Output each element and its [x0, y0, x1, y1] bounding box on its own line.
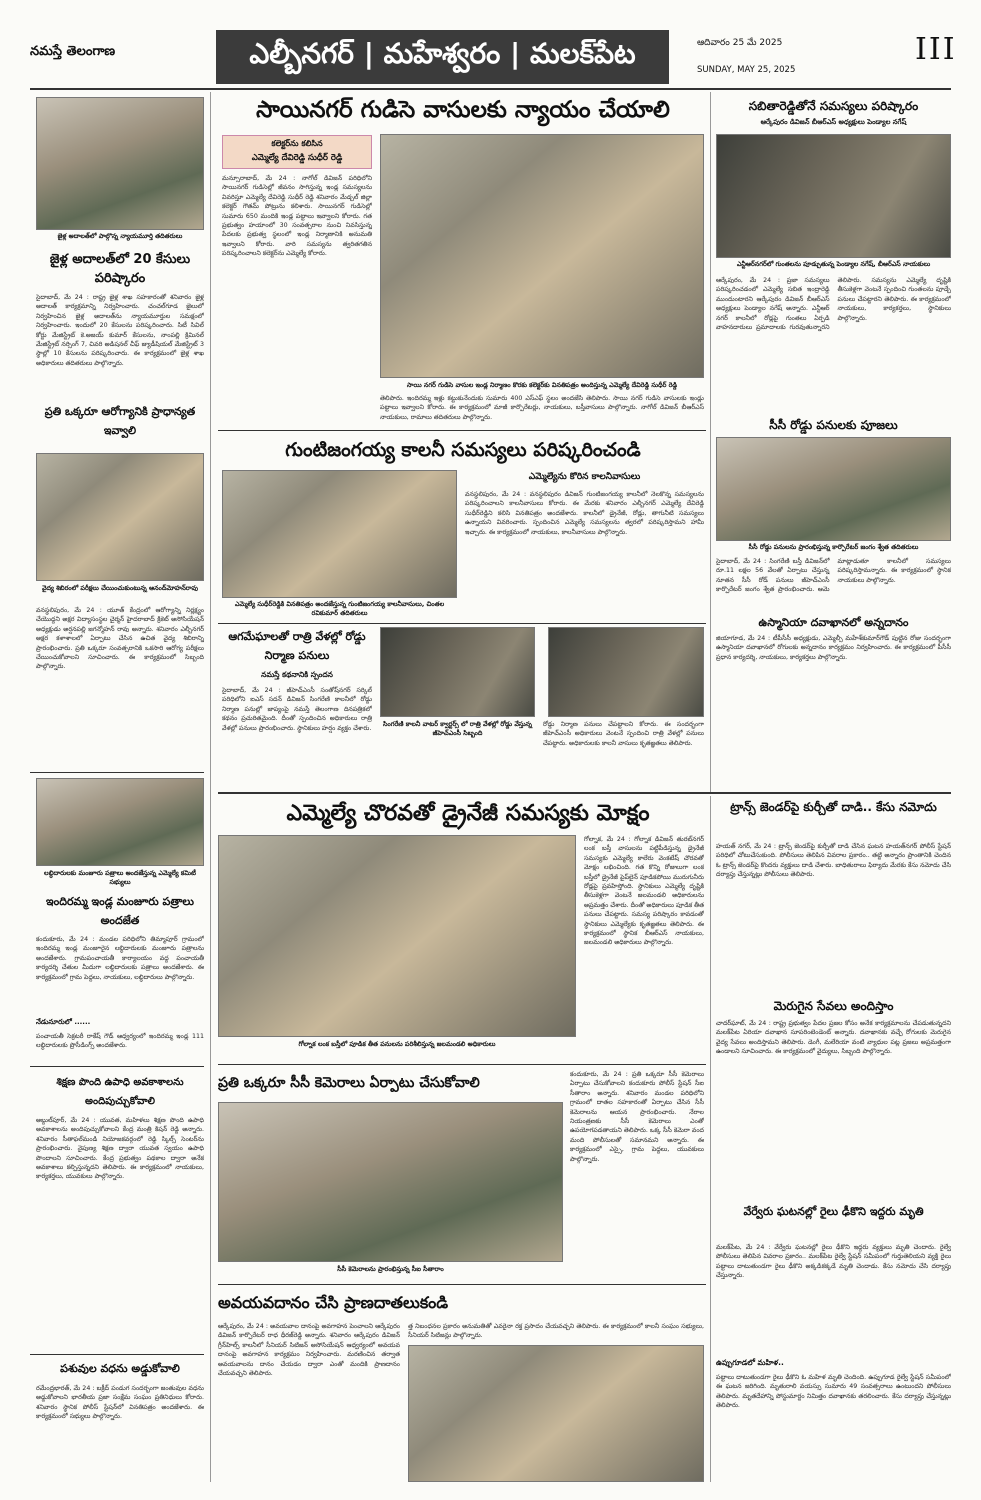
- services-headline: మెరుగైన సేవలు అందిస్తాం: [773, 999, 894, 1013]
- mid-divider-1: [218, 430, 706, 431]
- edition-banner: [216, 30, 669, 84]
- mid-divider-2: [218, 623, 706, 624]
- road-night-photo-2: [548, 627, 704, 717]
- drainage-body: గోల్నాక, మే 24 : గోల్నాక డివిజన్ తురబ్‌నగర్ లంక బస్తీ వాసులను పట్టిపీడిస్తున్న డ్రైనేజీ సమస్యకు ఎమ్మెల్యే కాలేరు వెంకటేష్ చొరవతో మోక్షం లభించింది. గత కొన్ని రోజులుగా లంక బస్తీలో డ్రైనేజీ పైప్‌లైన్ పూడికపోయి మురుగునీరు రోడ్లపై ప్రవహిస్తోంది. స్థానికులు ఎమ్మెల్యే దృష్టికి తీసుకెళ్లగా వెంటనే జలమండలి అధికారులను అప్రమత్తం చేశారు. దీంతో అధికారులు పూడిక తీత పనులు చేపట్టారు. సమస్య పరిష్కారం కావడంతో స్థానికులు ఎమ్మెల్యేకు కృతజ్ఞతలు తెలిపారు. ఈ కార్యక్రమంలో స్థానిక బీఆర్ఎస్ నాయకులు, జలమండలి అధికారులు పాల్గొన్నారు.: [584, 836, 704, 947]
- osmania-body: జియాగూడ, మే 24 : టీపీసీసీ అధ్యక్షుడు, ఎమ్మెల్సీ మహేశ్‌కుమార్‌గౌడ్ పుట్టిన రోజు సందర్భంగా ఉస్మానియా దవాఖానలో రోగులకు అన్నదానం కార్యక్రమం నిర్వహించారు. ఈ కార్యక్రమంలో పీసీసీ ప్రధాన కార్యదర్శి, నాయకులు, కార్యకర్తలు పాల్గొన్నారు.: [716, 635, 951, 661]
- column-divider-left: [210, 92, 211, 1482]
- road-night-caption: సింగరేణి కాలనీ వాటర్ క్వార్టర్స్ లో రాత్రి వేళల్లో రోడ్డు వేస్తున్న జీహెచ్ఎంసీ సిబ్బంది: [383, 720, 532, 737]
- organ-body-right: త్త నిబంధనల ప్రకారం అనుమతితో ఎవరైనా రక్త ప్రసాదం చేయవచ్చని తెలిపారు. ఈ కార్యక్రమంలో కాలనీ సంఘం సభ్యులు, సీనియర్ సిటిజన్లు పాల్గొన్నారు.: [408, 1323, 704, 1340]
- left-divider-1: [30, 772, 204, 773]
- health-camp-photo: [36, 453, 204, 581]
- train-body: మలక్‌పేట, మే 24 : వేర్వేరు ఘటనల్లో రైలు ఢీకొని ఇద్దరు వ్యక్తులు మృతి చెందారు. రైల్వే పోలీసులు తెలిపిన వివరాల ప్రకారం.. మలక్‌పేట రైల్వే స్టేషన్ సమీపంలో గుర్తుతెలియని వ్యక్తి రైలు పట్టాలు దాటుతుండగా రైలు ఢీకొని అక్కడికక్కడే మృతి చెందాడు. కేసు నమోదు చేసి దర్యాప్తు చేస్తున్నారు.: [716, 1244, 951, 1280]
- skills-body: అబ్దుల్‌పూర్, మే 24 : యువత, మహిళలు శిక్షణ పొంది ఉపాధి అవకాశాలను అందిపుచ్చుకోవాలని కేంద్ర మంత్రి కిషన్ రెడ్డి అన్నారు. శనివారం సీతాఫల్‌మండి నియోజకవర్గంలో రెడ్డి స్కిల్స్ సెంటర్‌ను ప్రారంభించారు. నైపుణ్య శిక్షణ ద్వారా యువత స్వయం ఉపాధి పొందాలని సూచించారు. కేంద్ర ప్రభుత్వం పథకాల ద్వారా అనేక అవకాశాలు కల్పిస్తున్నదని తెలిపారు. ఈ కార్యక్రమంలో నాయకులు, కార్యకర్తలు, యువకులు పాల్గొన్నారు.: [36, 1117, 204, 1181]
- jail-adalat-caption: జైళ్ల అదాలత్‌లో పాల్గొన్న న్యాయమూర్తి తదితరులు: [57, 232, 183, 240]
- services-body: చాదర్‌ఘాట్, మే 24 : రాష్ట్ర ప్రభుత్వం పేదల ప్రజల కోసం అనేక కార్యక్రమాలను చేపడుతున్నదని మలక్‌పేట ఏరియా దవాఖాన సూపరింటెండెంట్ అన్నారు. దవాఖానకు వచ్చే రోగులకు మెరుగైన వైద్య సేవలు అందిస్తామని తెలిపారు. డెంగీ, మలేరియా వంటి వ్యాధుల పట్ల ప్రజలు అప్రమత్తంగా ఉండాలని సూచించారు. ఈ కార్యక్రమంలో వైద్యులు, సిబ్బంది పాల్గొన్నారు.: [716, 1020, 951, 1056]
- sabitha-body: ఆర్కేపురం, మే 24 : ప్రజా సమస్యలు పరిష్కరించడంలో ఎమ్మెల్యే సబిత ఇంద్రారెడ్డి ముందుంటారని ఆర్కేపురం డివిజన్ బీఆర్ఎస్ అధ్యక్షులు పెండ్యాల నగేష్ అన్నారు. ఎన్టీఆర్ నగర్ కాలనీలో రోడ్లపై గుంతలు ఏర్పడి వాహనదారులు ప్రమాదాలకు గురవుతున్నారని తెలిపారు. సమస్యను ఎమ్మెల్యే దృష్టికి తీసుకెళ్లగా వెంటనే స్పందించి గుంతలను పూడ్చే పనులు చేపట్టారని తెలిపారు. ఈ కార్యక్రమంలో నాయకులు, కార్యకర్తలు, స్థానికులు పాల్గొన్నారు.: [716, 277, 951, 332]
- colony-kicker: ఎమ్మెల్యేను కోరిన కాలనీవాసులు: [528, 472, 641, 482]
- train-headline: వేర్వేరు ఘటనల్లో రైలు ఢీకొని ఇద్దరు మృతి: [743, 1205, 924, 1218]
- sabitha-caption: ఎన్టీఆర్‌నగర్‌లో గుంతలను పూడ్చుతున్న పెండ్యాల నగేష్, బీఆర్ఎస్ నాయకులు: [736, 260, 931, 268]
- lead-body-left: మన్సూరాబాద్, మే 24 : నాగోల్ డివిజన్ పరిధిలోని సాయినగర్ గుడిసెల్లో జీవనం సాగిస్తున్న ఇండ్ల సమస్యలను వివరిస్తూ ఎమ్మెల్యే దేవిరెడ్డి సుధీర్ రెడ్డి శనివారం మేడ్చల్ జిల్లా కలెక్టర్ గౌతమ్ పోట్రును కలిశారు. సాయినగర్ గుడిసెల్లో సుమారు 650 మందికి ఇండ్ల పట్టాలు ఇవ్వాలని కోరారు. గత ప్రభుత్వం హయాంలో 30 సంవత్సరాల నుంచి నివసిస్తున్న పేదలకు ప్రభుత్వ స్థలంలో ఇండ్ల నిర్మాణానికి అనుమతి ఇవ్వాలని కోరారు. వారి సమస్యను త్వరితగతిన పరిష్కరించాలని కలెక్టర్‌ను ఎమ్మెల్యే కోరారు.: [222, 175, 372, 258]
- health-body: వనస్థలిపురం, మే 24 : యూత్ కేంద్రంలో ఆరోగ్యాన్ని నిర్లక్ష్యం చేయొద్దని అక్షర విద్యాసంస్థల చైర్మన్ హైదరాబాద్ క్రికెట్ అసోసియేషన్ అధ్యక్షుడు అర్షనపల్లి జగన్మోహన్ రావు అన్నారు. శనివారం ఎల్బీనగర్ అక్షర కళాశాలలో ఏర్పాటు చేసిన ఉచిత వైద్య శిబిరాన్ని ప్రారంభించారు. ప్రతి ఒక్కరూ సంవత్సరానికి ఒకసారి ఆరోగ్య పరీక్షలు చేయించుకోవాలని సూచించారు. ఈ కార్యక్రమంలో సిబ్బంది పాల్గొన్నారు.: [36, 607, 204, 671]
- header-rule: [30, 88, 951, 90]
- lead-kicker-2: ఎమ్మెల్యే దేవిరెడ్డి సుధీర్ రెడ్డి: [251, 153, 343, 163]
- sabitha-headline: సబితారెడ్డితోనే సమస్యలు పరిష్కారం: [748, 99, 919, 113]
- cc-road-caption: సీసీ రోడ్డు పనులను ప్రారంభిస్తున్న కార్పొరేటర్ జంగం శ్వేత తదితరులు: [748, 543, 919, 551]
- cc-road-photo: [716, 437, 951, 541]
- lead-kicker-1: కలెక్టర్‌ను కలిసిన: [271, 139, 323, 148]
- road-night-body-2: రోడ్డు నిర్మాణ పనులు చేపట్టాలని కోరారు. ఈ సందర్భంగా జీహెచ్ఎంసీ అధికారులు వెంటనే స్పందించి రాత్రి వేళల్లో పనులు చేపట్టారు. అధికారులకు కాలనీ వాసులు కృతజ్ఞతలు తెలిపారు.: [543, 721, 704, 747]
- skills-headline: శిక్షణ పొంది ఉపాధి అవకాశాలను అందిపుచ్చుకోవాలి: [56, 1077, 184, 1107]
- edition-title: ఎల్బీనగర్ | మహేశ్వరం | మలక్‌పేట: [249, 37, 636, 70]
- road-night-photo-1: [380, 627, 535, 717]
- masthead: [0, 0, 981, 84]
- paper-name: నమస్తే తెలంగాణ: [30, 44, 116, 59]
- drainage-photo: [218, 835, 576, 1037]
- date-en: SUNDAY, MAY 25, 2025: [697, 65, 796, 75]
- left-divider-3: [30, 1354, 204, 1355]
- cattle-body: రమేంద్రభారత్, మే 24 : బక్రీద్ పండుగ సందర్భంగా జంతువుల వధను అడ్డుకోవాలని భారతీయ ప్రజా సంక్షేమ సంఘం ప్రతినిధులు కోరారు. శనివారం స్థానిక పోలీస్ స్టేషన్‌లో వినతిపత్రం అందజేశారు. ఈ కార్యక్రమంలో సభ్యులు పాల్గొన్నారు.: [36, 1385, 204, 1421]
- organ-divider: [218, 1284, 706, 1285]
- lead-photo-caption: సాయి నగర్ గుడిసె వాసుల ఇండ్ల నిర్మాణం కొరకు కలెక్టర్‌కు వినతిపత్రం అందిస్తున్న ఎమ్మెల్యే దేవిరెడ్డి సుధీర్ రెడ్డి: [406, 381, 678, 389]
- cctv-body: కందుకూరు, మే 24 : ప్రతి ఒక్కరూ సీసీ కెమెరాలు ఏర్పాటు చేసుకోవాలని కందుకూరు పోలీస్ స్టేషన్ సీఐ సీతారాం అన్నారు. శనివారం మండల పరిధిలోని గ్రామంలో దాతల సహకారంతో ఏర్పాటు చేసిన సీసీ కెమెరాలను ఆయన ప్రారంభించారు. నేరాల నియంత్రణకు సీసీ కెమెరాలు ఎంతో ఉపయోగపడతాయని తెలిపారు. ఒక్క సీసీ కెమెరా వంద మంది పోలీసులతో సమానమని అన్నారు. ఈ కార్యక్రమంలో ఎస్సై, గ్రామ పెద్దలు, యువకులు పాల్గొన్నారు.: [570, 1071, 704, 1163]
- train-kicker: ఉప్పుగూడలో మహిళ..: [716, 1358, 784, 1367]
- left-divider-2: [30, 1066, 204, 1067]
- road-night-kicker: నమస్తే కథనానికి స్పందన: [261, 670, 333, 679]
- drainage-headline: ఎమ్మెల్యే చొరవతో డ్రైనేజీ సమస్యకు మోక్షం: [286, 801, 650, 826]
- sabitha-photo: [716, 134, 951, 258]
- date-te: ఆదివారం 25 మే 2025: [697, 38, 783, 48]
- jail-adalat-headline: జైళ్ల అదాలత్‌లో 20 కేసులు పరిష్కారం: [49, 252, 191, 286]
- sabitha-kicker: ఆర్కేపురం డివిజన్ బీఆర్ఎస్ అధ్యక్షులు పెండ్యాల నగేష్: [760, 118, 907, 126]
- lead-headline: సాయినగర్ గుడిసె వాసులకు న్యాయం చేయాలి: [256, 97, 670, 123]
- indiramma-body: కందుకూరు, మే 24 : మండల పరిధిలోని తిమ్మాపూర్ గ్రామంలో ఇందిరమ్మ ఇండ్ల మంజూరైన లబ్ధిదారులకు మంజూరు పత్రాలను అందజేశారు. గ్రామపంచాయతీ కార్యాలయం వద్ద పంచాయతీ కార్యదర్శి చేతుల మీదుగా లబ్ధిదారులకు పత్రాలు అందజేశారు. ఈ కార్యక్రమంలో గ్రామ పెద్దలు, నాయకులు, లబ్ధిదారులు పాల్గొన్నారు.: [36, 936, 204, 981]
- road-night-headline: ఆగమేఘాలతో రాత్రి వేళల్లో రోడ్డు నిర్మాణ పనులు: [228, 630, 366, 662]
- jail-adalat-photo: [36, 97, 204, 230]
- osmania-headline: ఉస్మానియా దవాఖానలో అన్నదానం: [758, 616, 909, 629]
- indiramma-tail: పంచాయతీ సెక్రటరీ రాకేష్ గౌడ్ ఆధ్వర్యంలో ఇందిరమ్మ ఇండ్ల 111 లబ్ధిదారులకు ప్రొసీడింగ్స్ అందజేశారు.: [36, 1033, 204, 1050]
- train-body-2: పట్టాలు దాటుతుండగా రైలు ఢీకొని ఓ మహిళ మృతి చెందింది. ఉప్పుగూడ రైల్వే స్టేషన్ సమీపంలో ఈ ఘటన జరిగింది. మృతురాలి వయస్సు సుమారు 49 సంవత్సరాలు ఉంటుందని పోలీసులు తెలిపారు. మృతదేహాన్ని పోస్టుమార్టం నిమిత్తం దవాఖానకు తరలించారు. కేసు దర్యాప్తు చేస్తున్నట్లు తెలిపారు.: [716, 1374, 951, 1410]
- road-night-body: సైదాబాద్, మే 24 : జీహెచ్ఎంసీ సంతోష్‌నగర్ సర్కిల్ పరిధిలోని ఐఎస్ సదన్ డివిజన్ సింగరేణి కాలనీలో రోడ్డు నిర్మాణ పనుల్లో జాప్యంపై నమస్తే తెలంగాణ దినపత్రికలో కథనం ప్రచురితమైంది. దీంతో స్పందించిన అధికారులు రాత్రి వేళల్లో పనులు ప్రారంభించారు. స్థానికులు హర్షం వ్యక్తం చేశారు.: [222, 687, 372, 732]
- column-divider-right-bottom: [710, 796, 711, 1482]
- page-number: III: [915, 32, 957, 67]
- health-camp-caption: వైద్య శిబిరంలో పరీక్షలు చేయించుకుంటున్న ఆనంద్‌మోహన్‌రావు: [42, 584, 198, 592]
- cctv-photo: [218, 1102, 563, 1262]
- cctv-headline: ప్రతి ఒక్కరూ సీసీ కెమెరాలు ఏర్పాటు చేసుకోవాలి: [218, 1075, 480, 1091]
- transgender-body: హయత్ నగర్, మే 24 : ట్రాన్స్ జెండర్‌పై కుర్చీతో దాడి చేసిన ఘటన హయత్‌నగర్ పోలీస్ స్టేషన్ పరిధిలో చోటుచేసుకుంది. పోలీసులు తెలిపిన వివరాల ప్రకారం.. తట్టి అన్నారం ప్రాంతానికి చెందిన ఓ ట్రాన్స్ జెండర్‌పై కొందరు వ్యక్తులు దాడి చేశారు. బాధితురాలు ఫిర్యాదు మేరకు కేసు నమోదు చేసి దర్యాప్తు చేస్తున్నట్లు పోలీసులు తెలిపారు.: [716, 843, 951, 879]
- cc-road-headline: సీసీ రోడ్డు పనులకు పూజలు: [769, 418, 898, 432]
- section-rule: [218, 792, 951, 794]
- colony-photo: [222, 470, 457, 598]
- lead-photo: [380, 134, 704, 378]
- colony-body: వనస్థలిపురం, మే 24 : వనస్థలిపురం డివిజన్ గుంటిజంగయ్య కాలనీలో నెలకొన్న సమస్యలను పరిష్కరించాలని కాలనీవాసులు కోరారు. ఈ మేరకు శనివారం ఎల్బీనగర్ ఎమ్మెల్యే దేవిరెడ్డి సుధీర్‌రెడ్డిని కలిసి వినతిపత్రం అందజేశారు. కాలనీలో డ్రైనేజీ, రోడ్లు, తాగునీటి సమస్యలు ఉన్నాయని వివరించారు. స్పందించిన ఎమ్మెల్యే సమస్యలను త్వరలో పరిష్కరిస్తామని హామీ ఇచ్చారు. ఈ కార్యక్రమంలో నాయకులు, కాలనీవాసులు పాల్గొన్నారు.: [465, 491, 704, 536]
- cctv-caption: సీసీ కెమెరాలను ప్రారంభిస్తున్న సీఐ సీతారాం: [337, 1265, 444, 1273]
- colony-headline: గుంటిజంగయ్య కాలనీ సమస్యలు పరిష్కరించండి: [285, 439, 641, 461]
- cattle-headline: పశువుల వధను అడ్డుకోవాలి: [60, 1362, 180, 1375]
- lead-kicker-box: [222, 135, 372, 169]
- organ-headline: అవయవదానం చేసి ప్రాణదాతలుకండి: [218, 1293, 449, 1312]
- indiramma-caption: లబ్ధిదారులకు మంజూరు పత్రాలు అందజేస్తున్న ఎమ్మెల్యే కమిటీ సభ్యులు: [44, 869, 196, 886]
- health-headline: ప్రతి ఒక్కరూ ఆరోగ్యానికి ప్రాధాన్యత ఇవ్వాలి: [44, 405, 196, 437]
- transgender-headline: ట్రాన్స్ జెండర్‌పై కుర్చీతో దాడి.. కేసు నమోదు: [730, 800, 937, 814]
- cc-road-body: సైదాబాద్, మే 24 : సింగరేణి బస్తీ డివిజన్‌లో రూ.11 లక్షల 56 వేలతో ఏర్పాటు చేస్తున్న నూతన సీసీ రోడ్ పనులు జీహెచ్ఎంసీ కార్పొరేటర్ జంగం శ్వేత ప్రారంభించారు. ఆమె మాట్లాడుతూ కాలనీలో సమస్యలు పరిష్కరిస్తామన్నారు. ఈ కార్యక్రమంలో స్థానిక నాయకులు పాల్గొన్నారు.: [716, 558, 951, 594]
- organ-photo: [408, 1345, 704, 1482]
- organ-body-left: ఆర్కేపురం, మే 24 : అవయవాల దానంపై అవగాహన పెంచాలని ఆర్కేపురం డివిజన్ కార్పొరేటర్ రాధ ధీరజ్‌రెడ్డి అన్నారు. శనివారం ఆర్కేపురం డివిజన్ గ్రీన్‌హిల్స్ కాలనీలో సీనియర్ సిటిజన్ అసోసియేషన్ ఆధ్వర్యంలో అవయవ దానంపై అవగాహన కార్యక్రమం నిర్వహించారు. మరణించిన తర్వాత అవయవాలను దానం చేయడం ద్వారా ఎంతో మందికి ప్రాణదానం చేయవచ్చని తెలిపారు.: [218, 1323, 400, 1378]
- colony-caption: ఎమ్మెల్యే సుధీర్‌రెడ్డికి వినతిపత్రం అందజేస్తున్న గుంటిజంగయ్య కాలనీవాసులు, చింతల రవికుమార్ తదితరులు: [234, 600, 445, 617]
- column-divider-right: [710, 92, 711, 792]
- indiramma-headline: ఇందిరమ్మ ఇండ్ల మంజూరు పత్రాలు అందజేత: [46, 895, 194, 927]
- cctv-divider: [218, 1064, 706, 1065]
- lead-body-below: తెలిపారు. ఇందిరమ్మ ఇళ్లు కట్టుకునేందుకు సుమారు 400 ఎస్ఎఫ్ స్థలం అందజేసి తెలిపారు. సాయి నగర్ గుడిసె వాసులకు ఇండ్లు పట్టాలు ఇవ్వాలని కోరారు. ఈ కార్యక్రమంలో మాజీ కార్పొరేటర్లు, నాయకులు, బస్తీవాసులు పాల్గొన్నారు. నాగోల్ డివిజన్ బీఆర్ఎస్ నాయకులు, రామాలు తదితరులు పాల్గొన్నారు.: [380, 395, 704, 421]
- drainage-caption: గోల్నాక లంక బస్తీలో పూడిక తీత పనులను పరిశీలిస్తున్న జలమండలి అధికారులు: [298, 1040, 496, 1048]
- indiramma-kicker: నేడునూరులో ......: [36, 1018, 91, 1026]
- jail-adalat-body: సైదాబాద్, మే 24 : రాష్ట్ర జైళ్ల శాఖ సహకారంతో శనివారం జైళ్ల అదాలత్ కార్యక్రమాన్ని నిర్వహించారు. చంచల్‌గూడ జైలులో నిర్వహించిన జైళ్ల అదాలత్‌ను న్యాయమూర్తుల సమక్షంలో నిర్వహించారు. ఇందులో 20 కేసులను పరిష్కరించారు. సిటీ సివిల్ కోర్టు మేజిస్ట్రేట్ కె.అజయ్ కుమార్ కేసులను, నాంపల్లి క్రిమినల్ మేజిస్ట్రేట్ నర్సింగ్ 7, చివరి అడిషనల్ చీఫ్ జ్యుడీషియల్ మేజిస్ట్రేట్ 3 స్థాల్లో 10 కేసులను పరిష్కరించారు. ఈ కార్యక్రమంలో జైళ్ల శాఖ అధికారులు తదితరులు పాల్గొన్నారు.: [36, 294, 204, 367]
- indiramma-photo: [36, 778, 204, 866]
